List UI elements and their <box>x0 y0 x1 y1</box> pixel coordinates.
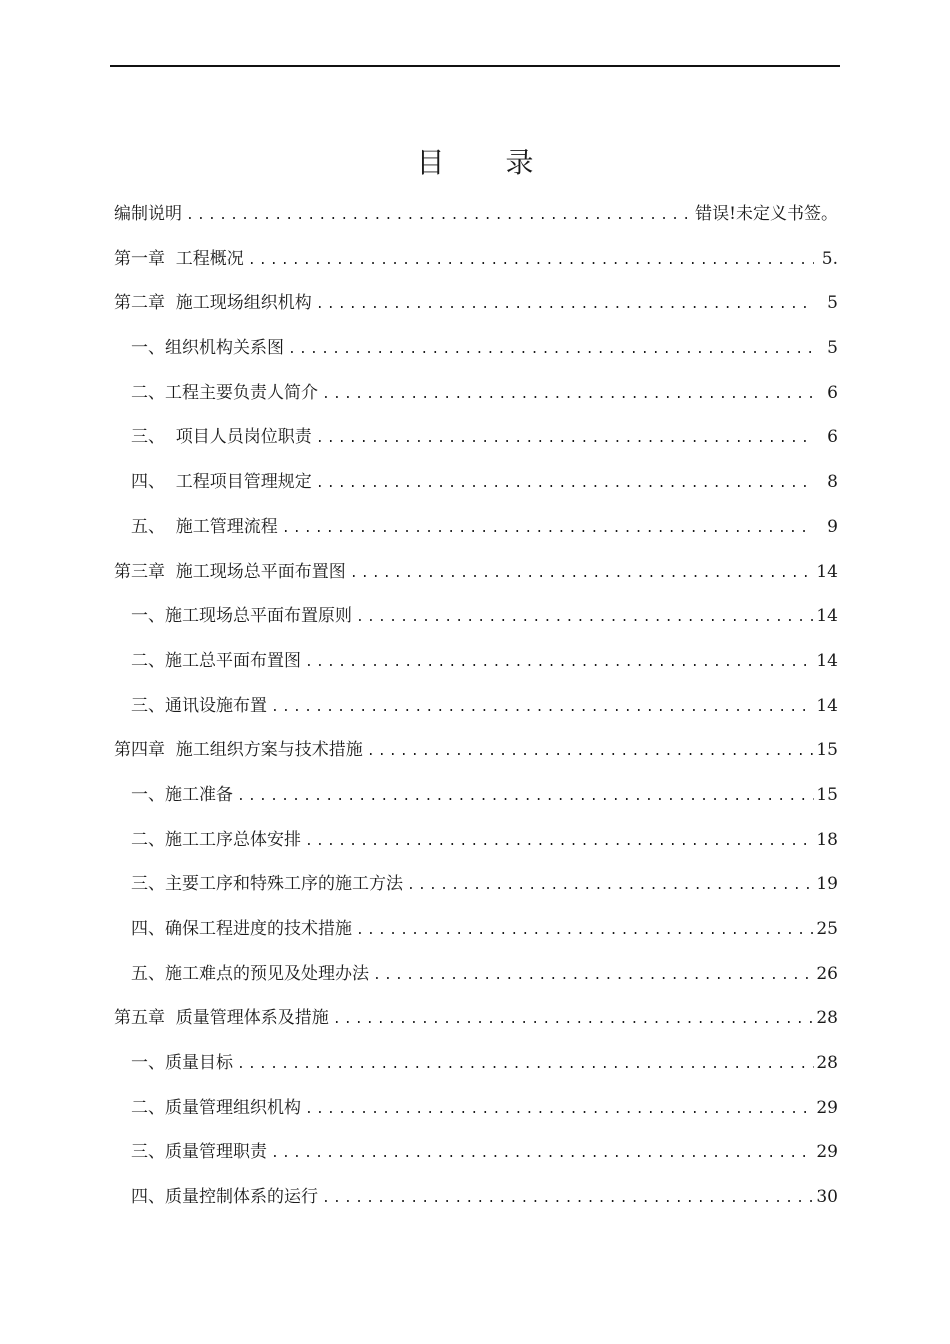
toc-dot-leader <box>312 462 814 507</box>
toc-section-entry[interactable] <box>114 773 838 818</box>
toc-dot-leader <box>369 954 814 999</box>
toc-dot-leader <box>301 820 814 865</box>
toc-dot-leader <box>233 1043 814 1088</box>
toc-page-number: 8 <box>827 472 838 493</box>
toc-entry-label: 三、通讯设施布置 <box>131 695 267 716</box>
toc-dot-leader <box>318 373 814 418</box>
toc-entry-label: 一、组织机构关系图 <box>131 338 284 359</box>
toc-dot-leader <box>312 417 814 462</box>
toc-entry-label: 四、 工程项目管理规定 <box>131 472 312 493</box>
toc-entry-label: 二、质量管理组织机构 <box>131 1097 301 1118</box>
toc-section-entry[interactable] <box>114 639 838 684</box>
page-title: 目 录 <box>416 145 560 179</box>
toc-section-entry[interactable] <box>114 1041 838 1086</box>
toc-dot-leader <box>267 1132 814 1177</box>
toc-page-number: 错误!未定义书签。 <box>695 204 838 224</box>
toc-chapter-entry[interactable] <box>114 550 838 595</box>
toc-entry-label: 二、施工工序总体安排 <box>131 829 301 850</box>
toc-section-entry[interactable] <box>114 907 838 952</box>
toc-dot-leader <box>318 1177 814 1222</box>
toc-page-number: 28 <box>816 1008 838 1029</box>
toc-section-entry[interactable] <box>114 1175 838 1220</box>
toc-section-entry[interactable] <box>114 862 838 907</box>
toc-section-entry[interactable] <box>114 415 838 460</box>
toc-entry-label: 五、施工难点的预见及处理办法 <box>131 963 369 984</box>
toc-entry-label: 第四章 施工组织方案与技术措施 <box>114 740 363 761</box>
toc-section-entry[interactable] <box>114 1130 838 1175</box>
toc-section-entry[interactable] <box>114 818 838 863</box>
toc-dot-leader <box>352 596 814 641</box>
toc-entry-label: 编制说明 <box>114 204 182 224</box>
toc-chapter-entry[interactable] <box>114 237 838 282</box>
toc-entry-label: 第二章 施工现场组织机构 <box>114 293 312 314</box>
toc-dot-leader <box>182 194 695 239</box>
toc-page-number: 28 <box>816 1053 838 1074</box>
toc-page-number: 25 <box>816 919 838 939</box>
toc-entry-label: 第五章 质量管理体系及措施 <box>114 1008 329 1029</box>
header-rule <box>110 65 840 67</box>
toc-dot-leader <box>278 507 814 552</box>
toc-section-entry[interactable] <box>114 460 838 505</box>
toc-section-entry[interactable] <box>114 371 838 416</box>
toc-page-number: 14 <box>816 606 838 627</box>
toc-dot-leader <box>352 909 814 954</box>
toc-entry-label: 一、施工准备 <box>131 784 233 805</box>
toc-entry-label: 四、确保工程进度的技术措施 <box>131 919 352 939</box>
toc-dot-leader <box>267 686 814 731</box>
toc-chapter-entry[interactable] <box>114 192 838 237</box>
toc-dot-leader <box>244 239 814 284</box>
toc-page-number: 15 <box>816 784 838 805</box>
toc-page-number: 29 <box>816 1142 838 1163</box>
toc-page-number: 14 <box>816 650 838 671</box>
toc-page-number: 15 <box>816 740 838 761</box>
toc-page-number: 19 <box>816 874 838 895</box>
toc-dot-leader <box>312 283 814 328</box>
toc-page-number: 29 <box>816 1097 838 1118</box>
toc-entry-label: 三、主要工序和特殊工序的施工方法 <box>131 874 403 895</box>
toc-entry-label: 二、工程主要负责人简介 <box>131 382 318 403</box>
toc-page-number: 5 <box>827 338 838 359</box>
toc-page-number: 6 <box>827 382 838 403</box>
toc-entry-label: 三、质量管理职责 <box>131 1142 267 1163</box>
toc-page-number: 26 <box>816 963 838 984</box>
toc-section-entry[interactable] <box>114 594 838 639</box>
toc-section-entry[interactable] <box>114 326 838 371</box>
toc-dot-leader <box>233 775 814 820</box>
toc-chapter-entry[interactable] <box>114 996 838 1041</box>
toc-page-number: 14 <box>816 695 838 716</box>
toc-dot-leader <box>346 552 814 597</box>
toc-entry-label: 三、 项目人员岗位职责 <box>131 427 312 448</box>
toc-dot-leader <box>403 864 814 909</box>
toc-entry-label: 五、 施工管理流程 <box>131 516 278 537</box>
toc-page-number: 5 <box>827 293 838 314</box>
toc-entry-label: 一、质量目标 <box>131 1053 233 1074</box>
toc-section-entry[interactable] <box>114 684 838 729</box>
toc-section-entry[interactable] <box>114 505 838 550</box>
toc-page-number: 9 <box>827 516 838 537</box>
toc-page-number: 5. <box>821 248 838 269</box>
toc-chapter-entry[interactable] <box>114 728 838 773</box>
table-of-contents <box>114 192 838 1220</box>
toc-entry-label: 一、施工现场总平面布置原则 <box>131 606 352 627</box>
toc-dot-leader <box>329 998 814 1043</box>
toc-dot-leader <box>301 1088 814 1133</box>
toc-entry-label: 第一章 工程概况 <box>114 248 244 269</box>
toc-entry-label: 二、施工总平面布置图 <box>131 650 301 671</box>
toc-entry-label: 第三章 施工现场总平面布置图 <box>114 561 346 582</box>
toc-chapter-entry[interactable] <box>114 281 838 326</box>
toc-entry-label: 四、质量控制体系的运行 <box>131 1187 318 1208</box>
toc-dot-leader <box>301 641 814 686</box>
toc-page-number: 14 <box>816 561 838 582</box>
toc-section-entry[interactable] <box>114 1086 838 1131</box>
toc-page-number: 30 <box>816 1187 838 1208</box>
toc-section-entry[interactable] <box>114 952 838 997</box>
toc-page-number: 6 <box>827 427 838 448</box>
toc-dot-leader <box>284 328 814 373</box>
toc-dot-leader <box>363 730 814 775</box>
toc-page-number: 18 <box>816 829 838 850</box>
